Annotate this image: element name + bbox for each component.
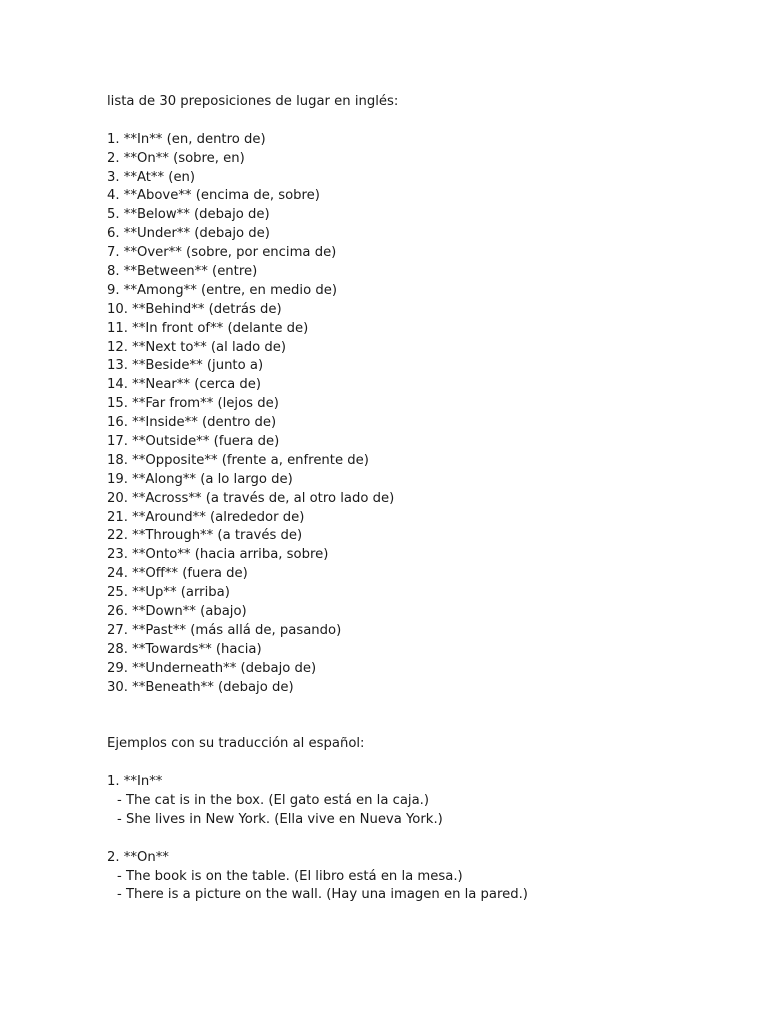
list-item: 29. **Underneath** (debajo de) [107,660,317,676]
spacer [107,698,727,736]
list-heading: lista de 30 preposiciones de lugar en inglés: [107,94,399,109]
example-sentence: - The cat is in the box. (El gato está en la caja.) [117,792,430,808]
list-item: 4. **Above** (encima de, sobre) [107,188,320,204]
list-item: 17. **Outside** (fuera de) [107,434,280,450]
list-item: 25. **Up** (arriba) [107,585,230,601]
list-item: 10. **Behind** (detrás de) [107,301,282,317]
list-item: 5. **Below** (debajo de) [107,207,270,223]
list-item: 18. **Opposite** (frente a, enfrente de) [107,452,369,468]
list-item: 26. **Down** (abajo) [107,604,247,620]
spacer [107,754,727,773]
example-title: 2. **On** [107,849,169,865]
list-item: 19. **Along** (a lo largo de) [107,471,293,487]
list-item: 1. **In** (en, dentro de) [107,131,266,147]
list-item: 7. **Over** (sobre, por encima de) [107,245,337,261]
list-item: 12. **Next to** (al lado de) [107,339,286,355]
list-item: 24. **Off** (fuera de) [107,566,248,582]
document-page [107,93,727,905]
spacer [107,830,727,849]
list-item: 15. **Far from** (lejos de) [107,396,279,412]
preposition-list [107,131,727,698]
list-item: 30. **Beneath** (debajo de) [107,679,294,695]
list-item: 20. **Across** (a través de, al otro lado de) [107,490,395,506]
list-item: 8. **Between** (entre) [107,264,258,280]
list-item: 6. **Under** (debajo de) [107,226,270,242]
example-title: 1. **In** [107,774,163,790]
example-sentence: - The book is on the table. (El libro está en la mesa.) [117,868,463,884]
example-block [107,773,727,830]
example-block [107,849,727,906]
example-sentence: - She lives in New York. (Ella vive en Nueva York.) [117,811,443,827]
list-item: 28. **Towards** (hacia) [107,641,262,657]
list-item: 3. **At** (en) [107,169,196,185]
list-item: 23. **Onto** (hacia arriba, sobre) [107,547,329,563]
list-item: 9. **Among** (entre, en medio de) [107,282,337,298]
list-item: 16. **Inside** (dentro de) [107,415,277,431]
list-item: 21. **Around** (alrededor de) [107,509,305,525]
list-item: 11. **In front of** (delante de) [107,320,309,336]
list-item: 2. **On** (sobre, en) [107,150,245,166]
examples-section [107,773,727,905]
list-item: 13. **Beside** (junto a) [107,358,264,374]
example-sentence: - There is a picture on the wall. (Hay una imagen en la pared.) [117,887,528,903]
list-item: 27. **Past** (más allá de, pasando) [107,622,342,638]
spacer [107,112,727,131]
list-item: 14. **Near** (cerca de) [107,377,262,393]
examples-heading: Ejemplos con su traducción al español: [107,736,365,752]
list-item: 22. **Through** (a través de) [107,528,303,544]
